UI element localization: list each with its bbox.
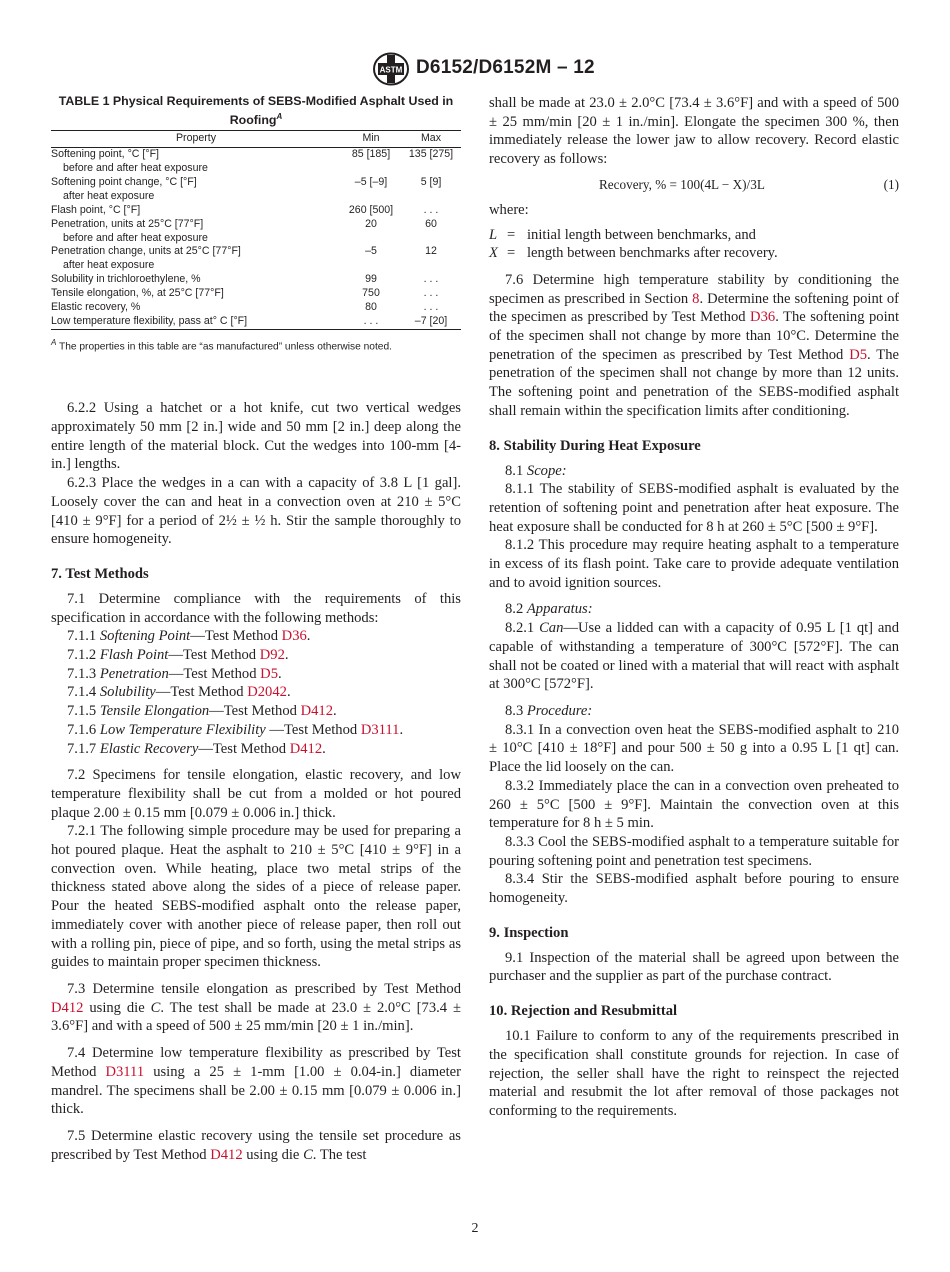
paragraph-8-3-3: 8.3.3 Cool the SEBS-modified asphalt to a temperature suitable for pouring softening point and penetration test specimens. bbox=[489, 833, 899, 869]
link-d36[interactable]: D36 bbox=[281, 628, 307, 645]
table-cell-min: 750 bbox=[362, 287, 380, 300]
paragraph-7-1: 7.1 Determine compliance with the requirements of this specification in accordance with the following methods: bbox=[51, 590, 461, 626]
table-cell-property: Tensile elongation, %, at 25°C [77°F] bbox=[51, 287, 224, 300]
paragraph-7-2: 7.2 Specimens for tensile elongation, elastic recovery, and low temperature flexibility shall be cut from a molded or hot poured plaque 2.00 ± 0.15 mm [0.079 ± 0.006 in.] thick. bbox=[51, 767, 461, 821]
table-cell-min: 260 [500] bbox=[348, 203, 394, 216]
definition-item: L = initial length between benchmarks, and bbox=[489, 226, 756, 243]
paragraph-8-3-1: 8.3.1 In a convection oven heat the SEBS-modified asphalt to 210 ± 10°C [410 ± 18°F] and pour 500 ± 50 g into a 0.95 L [1 qt] can. Place the lid loosely on the can. bbox=[489, 721, 899, 776]
table-row bbox=[51, 315, 461, 329]
table-cell-min: –5 bbox=[365, 245, 377, 258]
method-list-item: 7.1.5 Tensile Elongation—Test Method D412. bbox=[67, 703, 337, 720]
paragraph-10-1: 10.1 Failure to conform to any of the requirements prescribed in the specification shall constitute grounds for rejection. In case of rejection, the seller shall have the right to reinspect the rejected material and resubmit the lot after removal of those packages not conforming to the requirements. bbox=[489, 1028, 899, 1119]
link-d2042[interactable]: D2042 bbox=[247, 684, 287, 701]
equation-number: (1) bbox=[883, 176, 899, 192]
col-header-min: Min bbox=[341, 131, 401, 148]
table-cell-property: Elastic recovery, % bbox=[51, 301, 141, 314]
link-d412[interactable]: D412 bbox=[289, 740, 323, 757]
paragraph-8-2-1: 8.2.1 Can—Use a lidded can with a capacity of 0.95 L [1 qt] and capable of withstanding a temperature of 300°C [572°F]. The can shall not be coated or lined with a material that will react with asphalt at 300°C [572°F]. bbox=[489, 620, 899, 693]
table-row bbox=[51, 176, 461, 204]
paragraph-9-1: 9.1 Inspection of the material shall be agreed upon between the purchaser and the supplier as part of the purchase contract. bbox=[489, 949, 899, 985]
table-cell-property: Penetration, units at 25°C [77°F] before and after heat exposure bbox=[51, 217, 208, 244]
paragraph-8-3-2: 8.3.2 Immediately place the can in a convection oven preheated to 260 ± 5°C [500 ± 9°F]. Maintain the convection oven at this temperature for 8 h ± 5 min. bbox=[489, 777, 899, 832]
paragraph-6-2-3: 6.2.3 Place the wedges in a can with a capacity of 3.8 L [1 gal]. Loosely cover the can and heat in a convection oven at 210 ± 5°C [410 ± 9°F] for a period of 2½ ± ½ h. Stir the sample thoroughly to ensure homogeneity. bbox=[51, 475, 461, 548]
table-row bbox=[51, 148, 461, 176]
table-cell-min: 20 bbox=[365, 217, 377, 230]
method-list-item: 7.1.7 Elastic Recovery—Test Method D412. bbox=[67, 740, 326, 757]
link-d412[interactable]: D412 bbox=[51, 999, 84, 1016]
paragraph-7-2-1: 7.2.1 The following simple procedure may be used for preparing a hot poured plaque. Heat the asphalt to 210 ± 5°C [410 ± 9°F] in a convection oven. While heating, place two metal strips of the thickness stated above along the sides of a piece of release paper. Pour the heated SEBS-modified asphalt onto the release paper, immediately cover with another piece of release paper, then roll out with a rolling pin, piece of pipe, and so forth, using the metal strips as guides to maintain proper specimen thickness. bbox=[51, 823, 461, 971]
method-list-item: 7.1.2 Flash Point—Test Method D92. bbox=[67, 647, 289, 664]
table-footnote: $^A$ The properties in this table are “as manufactured” unless otherwise noted. bbox=[51, 337, 392, 353]
link-d5[interactable]: D5 bbox=[260, 665, 278, 682]
section-heading-10: 10. Rejection and Resubmittal bbox=[489, 1003, 678, 1020]
section-heading-7: 7. Test Methods bbox=[51, 565, 149, 582]
table-cell-property: Low temperature flexibility, pass at° C [°F] bbox=[51, 315, 341, 329]
svg-text:ASTM: ASTM bbox=[379, 65, 403, 75]
paragraph-7-6: 7.6 Determine high temperature stability by conditioning the specimen as prescribed in Section 8. Determine the softening point of the specimen as prescribed by Test Method D36. The softening point of the specimen shall not change by more than 10°C. Determine the penetration of the specimen as prescribed by Test Method D5. The penetration of the specimen shall not change by more than 12 units. The softening point and penetration of the SEBS-modified asphalt shall remain within the specification limits after conditioning. bbox=[489, 271, 899, 419]
link-d412[interactable]: D412 bbox=[210, 1146, 243, 1163]
link-d3111[interactable]: D3111 bbox=[105, 1063, 145, 1080]
where-label: where: bbox=[489, 201, 529, 218]
left-column bbox=[51, 94, 461, 1164]
table-cell-min: –5 [–9] bbox=[354, 175, 388, 188]
method-list-item: 7.1.1 Softening Point—Test Method D36. bbox=[67, 628, 311, 645]
table-row bbox=[51, 245, 461, 273]
equation-1 bbox=[489, 173, 899, 197]
table-cell-property: Softening point change, °C [°F] after heat exposure bbox=[51, 175, 197, 202]
page-header bbox=[0, 52, 950, 92]
method-list-item: 7.1.4 Solubility—Test Method D2042. bbox=[67, 684, 291, 701]
table-row bbox=[51, 273, 461, 287]
table-cell-max: 12 bbox=[425, 245, 437, 258]
table-cell-max: 60 bbox=[425, 217, 437, 230]
paragraph-7-4: 7.4 Determine low temperature flexibility as prescribed by Test Method D3111 using a 25 ± 1-mm [1.00 ± 0.04-in.] diameter mandrel. The specimens shall be 2.00 ± 0.15 mm [0.079 ± 0.006 in.] thick. bbox=[51, 1045, 461, 1118]
table-row bbox=[51, 287, 461, 301]
definition-item: X = length between benchmarks after recovery. bbox=[489, 245, 778, 262]
table-row bbox=[51, 301, 461, 315]
paragraph-8-3-4: 8.3.4 Stir the SEBS-modified asphalt before pouring to ensure homogeneity. bbox=[489, 871, 899, 907]
requirements-table bbox=[51, 130, 461, 330]
table-cell-min: 80 bbox=[365, 301, 377, 314]
table-cell-max: . . . bbox=[423, 273, 439, 286]
table-cell-min: . . . bbox=[341, 315, 401, 329]
link-d412[interactable]: D412 bbox=[300, 703, 334, 720]
paragraph-6-2-2: 6.2.2 Using a hatchet or a hot knife, cut two vertical wedges approximately 50 mm [2 in.] wide and 50 mm [2 in.] deep along the entire length of the material block. Cut the wedges into 100-mm [4-in.] lengths. bbox=[51, 400, 461, 473]
table-cell-min: 85 [185] bbox=[351, 148, 391, 161]
table-header-row bbox=[51, 131, 461, 148]
astm-logo-icon bbox=[372, 52, 410, 86]
definitions-list bbox=[489, 226, 899, 263]
table-cell-max: . . . bbox=[423, 301, 439, 314]
table-row bbox=[51, 218, 461, 246]
table-cell-max: 5 [9] bbox=[420, 175, 442, 188]
table-cell-max: . . . bbox=[423, 287, 439, 300]
paragraph-8-1-1: 8.1.1 The stability of SEBS-modified asphalt is evaluated by the retention of softening point and penetration after heat exposure. The heat exposure shall be conducted for 8 h at 260 ± 5°C [500 ± 9°F]. bbox=[489, 481, 899, 535]
paragraph-7-5: 7.5 Determine elastic recovery using the tensile set procedure as prescribed by Test Method D412 using die C. The test bbox=[51, 1127, 461, 1163]
document-id: D6152/D6152M – 12 bbox=[416, 57, 595, 78]
table-cell-property: Softening point, °C [°F] before and after heat exposure bbox=[51, 148, 208, 175]
paragraph-7-5-continued: shall be made at 23.0 ± 2.0°C [73.4 ± 3.6°F] and with a speed of 500 ± 25 mm/min [20 ± 1 in./min]. Elongate the specimen 300 %, then immediately release the lower jaw to allow recovery. Record elastic recovery as follows: bbox=[489, 95, 899, 168]
table-caption: TABLE 1 Physical Requirements of SEBS-Modified Asphalt Used in Roofing$^A$ bbox=[58, 94, 454, 128]
paragraph-7-3: 7.3 Determine tensile elongation as prescribed by Test Method D412 using die C. The test shall be made at 23.0 ± 2.0°C [73.4 ± 3.6°F] and with a speed of 500 ± 25 mm/min [20 ± 1 in./min]. bbox=[51, 980, 461, 1035]
col-header-max: Max bbox=[401, 131, 461, 148]
table-cell-property: Penetration change, units at 25°C [77°F] after heat exposure bbox=[51, 245, 241, 272]
recovery-formula: Recovery, % = 100(4L − X)/3L bbox=[599, 176, 765, 192]
table-cell-property: Solubility in trichloroethylene, % bbox=[51, 273, 201, 286]
method-list-item: 7.1.6 Low Temperature Flexibility —Test Method D3111. bbox=[67, 721, 404, 738]
table-cell-max: 135 [275] bbox=[408, 148, 454, 161]
link-section-8[interactable]: 8 bbox=[692, 290, 700, 307]
table-cell-min: 99 bbox=[365, 273, 377, 286]
paragraph-8-2: 8.2 Apparatus: bbox=[505, 601, 593, 618]
paragraph-8-1: 8.1 Scope: bbox=[505, 462, 567, 479]
table-cell-property: Flash point, °C [°F] bbox=[51, 203, 141, 216]
section-heading-8: 8. Stability During Heat Exposure bbox=[489, 437, 701, 454]
paragraph-8-3: 8.3 Procedure: bbox=[505, 702, 593, 719]
table-row bbox=[51, 204, 461, 218]
link-d5[interactable]: D5 bbox=[849, 346, 868, 363]
method-list-item: 7.1.3 Penetration—Test Method D5. bbox=[67, 665, 282, 682]
right-column bbox=[489, 94, 899, 1121]
section-heading-9: 9. Inspection bbox=[489, 924, 569, 941]
link-d3111[interactable]: D3111 bbox=[360, 721, 400, 738]
col-header-property: Property bbox=[51, 131, 341, 148]
paragraph-8-1-2: 8.1.2 This procedure may require heating asphalt to a temperature in excess of its flash point. Take care to provide adequate ventilation and to avoid ignition sources. bbox=[489, 537, 899, 591]
table-cell-max: . . . bbox=[423, 203, 439, 216]
link-d36[interactable]: D36 bbox=[750, 309, 776, 326]
table-cell-max: –7 [20] bbox=[401, 315, 461, 329]
link-d92[interactable]: D92 bbox=[259, 647, 285, 664]
page-number: 2 bbox=[471, 1221, 479, 1236]
